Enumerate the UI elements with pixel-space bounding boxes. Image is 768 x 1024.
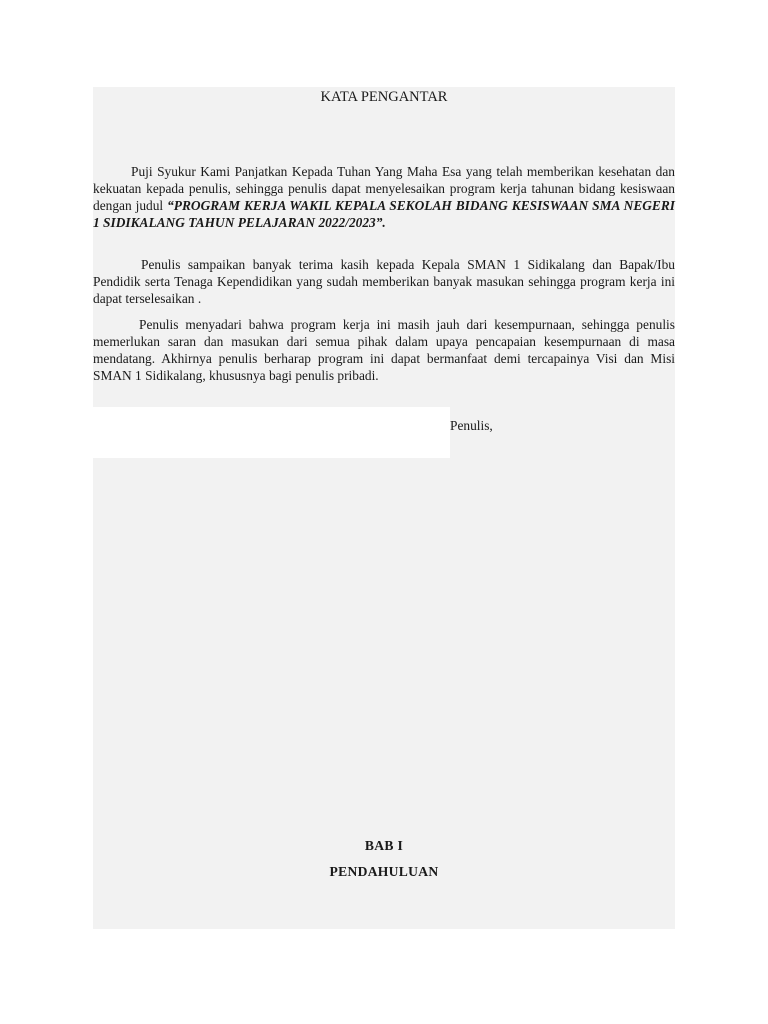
document-page bbox=[93, 87, 675, 929]
page-title: KATA PENGANTAR bbox=[320, 89, 448, 105]
paragraph-text: Penulis sampaikan banyak terima kasih kepada Kepala SMAN 1 Sidikalang dan Bapak/Ibu Pendidik serta Tenaga Kependidikan yang sudah memberikan banyak masukan sehingga program kerja ini dapat terselesaikan . bbox=[93, 257, 675, 306]
chapter-title: PENDAHULUAN bbox=[329, 864, 439, 879]
paragraph-thanks bbox=[93, 256, 675, 307]
signature-area bbox=[93, 407, 450, 458]
paragraph-acknowledgement bbox=[93, 163, 675, 231]
program-title-emphasis: “PROGRAM KERJA WAKIL KEPALA SEKOLAH BIDANG KESISWAAN SMA NEGERI 1 SIDIKALANG TAHUN PELAJARAN 2022/2023”. bbox=[93, 198, 676, 230]
paragraph-text: Penulis menyadari bahwa program kerja ini masih jauh dari kesempurnaan, sehingga penulis memerlukan saran dan masukan dari semua pihak dalam upaya pencapaian kesempurnaan di masa mendatang. Akhirnya penulis berharap program ini dapat bermanfaat demi tercapainya Visi dan Misi SMAN 1 Sidikalang, khususnya bagi penulis pribadi. bbox=[93, 317, 675, 383]
paragraph-closing bbox=[93, 316, 675, 384]
paragraph-text: Puji Syukur Kami Panjatkan Kepada Tuhan Yang Maha Esa yang telah memberikan kesehatan dan kekuatan kepada penulis, sehingga penulis dapat menyelesaikan program kerja tahunan bidang kesiswaan dengan judul bbox=[93, 164, 675, 213]
chapter-number: BAB I bbox=[364, 838, 404, 853]
signer-label: Penulis, bbox=[450, 418, 493, 433]
